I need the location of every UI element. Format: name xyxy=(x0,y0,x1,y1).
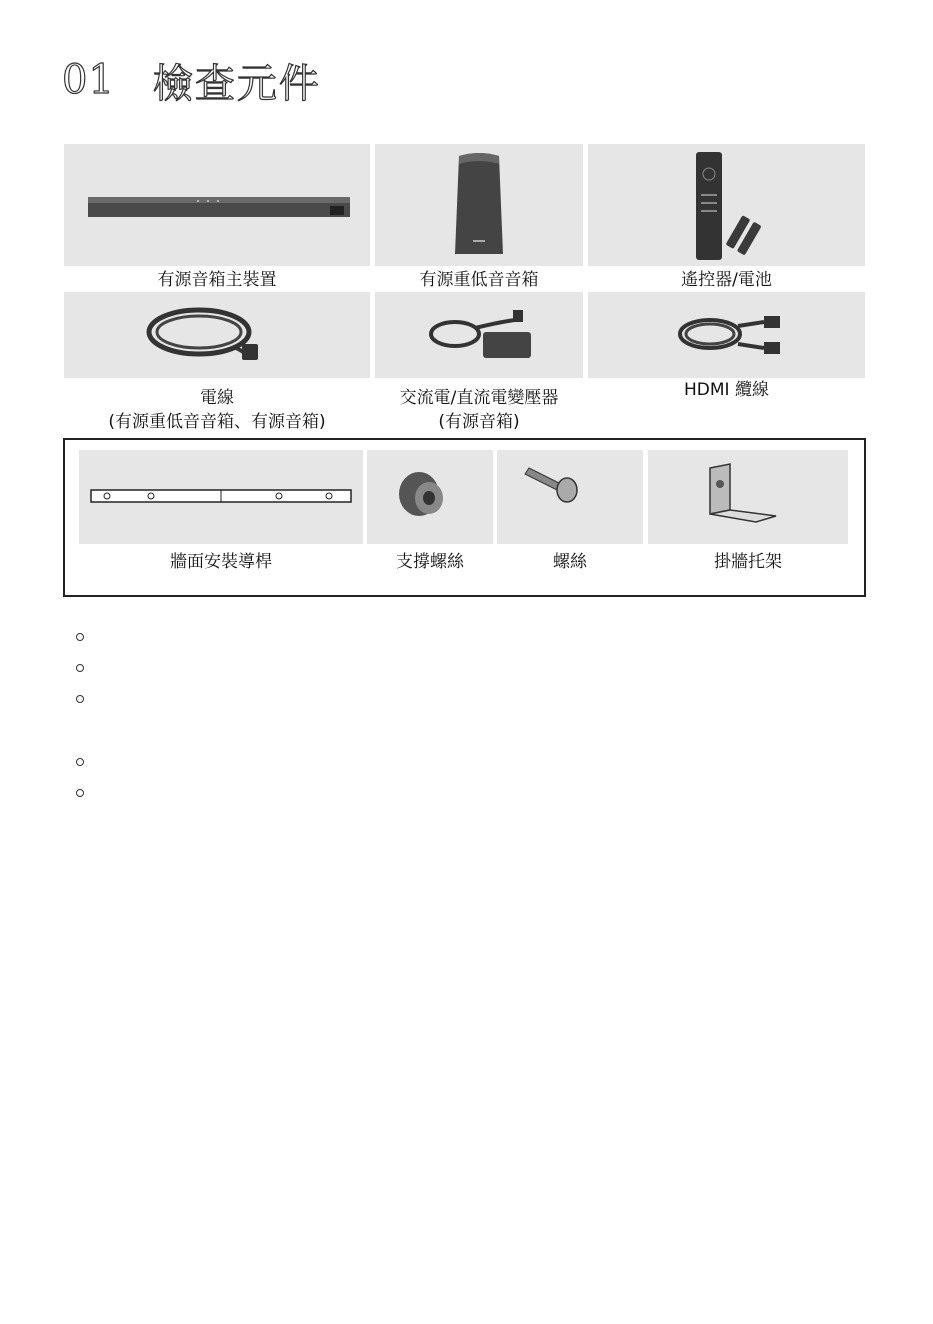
component-cell-soundbar xyxy=(64,144,370,266)
component-label-remote: 遙控器/電池 xyxy=(681,270,772,290)
component-cell-power-cord xyxy=(64,292,370,378)
page-title xyxy=(62,56,321,107)
component-label-subwoofer: 有源重低音音箱 xyxy=(419,270,539,290)
ac-dc-adapter-icon xyxy=(375,292,583,378)
component-cell-remote xyxy=(588,144,865,266)
component-cell-hdmi xyxy=(588,292,865,378)
wall-bracket-icon xyxy=(648,450,848,544)
accessory-cell-holder-screw xyxy=(367,450,493,544)
note-bullet xyxy=(76,630,84,645)
component-label-hdmi: HDMI 纜線 xyxy=(684,380,769,400)
component-label-adapter-sub: (有源音箱) xyxy=(438,412,520,432)
accessory-label-screw: 螺絲 xyxy=(553,552,587,572)
component-label-power-cord-sub: (有源重低音音箱、有源音箱) xyxy=(108,412,326,432)
note-bullet xyxy=(76,786,84,801)
power-cord-icon xyxy=(64,292,370,378)
component-cell-subwoofer xyxy=(375,144,583,266)
remote-control-icon xyxy=(588,144,865,266)
component-label-adapter-main: 交流電/直流電變壓器 xyxy=(399,388,559,408)
component-label-adapter xyxy=(375,386,583,434)
holder-screw-icon xyxy=(367,450,493,544)
accessory-label-holder-screw: 支撐螺絲 xyxy=(396,552,464,572)
component-cell-adapter xyxy=(375,292,583,378)
hdmi-cable-icon xyxy=(588,292,865,378)
component-label-power-cord xyxy=(64,386,370,434)
note-bullet xyxy=(76,692,84,707)
accessory-label-bracket: 掛牆托架 xyxy=(714,552,782,572)
component-label-power-cord-main: 電線 xyxy=(200,388,234,408)
note-bullet xyxy=(76,661,84,676)
component-label-soundbar: 有源音箱主裝置 xyxy=(157,270,277,290)
accessory-cell-guide xyxy=(79,450,363,544)
soundbar-icon xyxy=(64,144,370,266)
accessory-cell-screw xyxy=(497,450,643,544)
wall-mount-guide-icon xyxy=(79,450,363,544)
screw-icon xyxy=(497,450,643,544)
section-number: 01 xyxy=(62,57,115,103)
accessory-cell-bracket xyxy=(648,450,848,544)
accessory-label-guide: 牆面安裝導桿 xyxy=(170,552,272,572)
section-title: 檢查元件 xyxy=(152,60,321,107)
note-bullet xyxy=(76,755,84,770)
subwoofer-icon xyxy=(375,144,583,266)
